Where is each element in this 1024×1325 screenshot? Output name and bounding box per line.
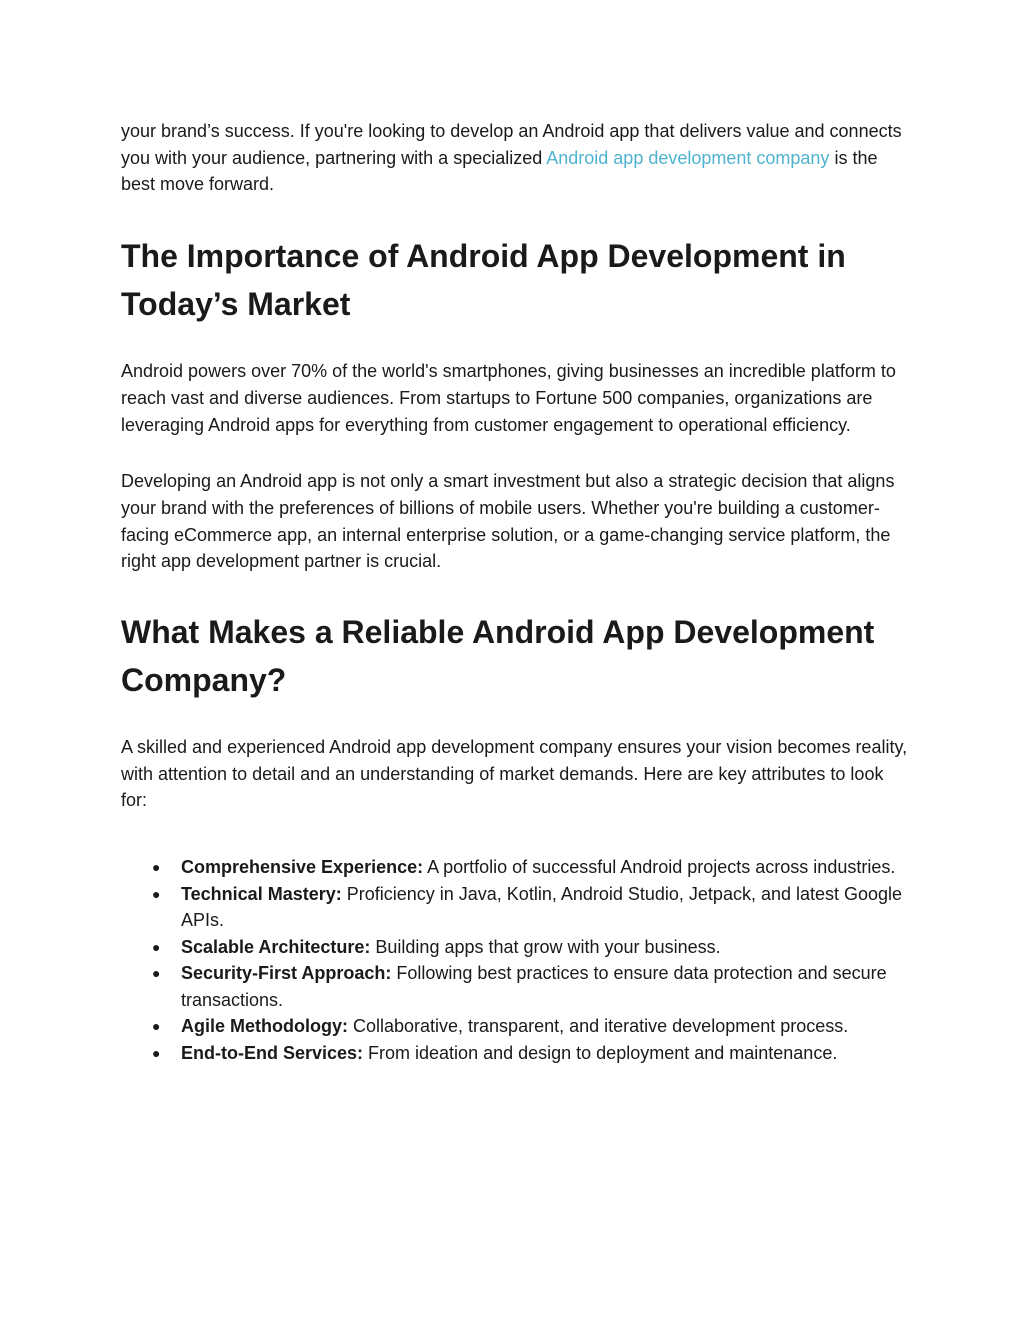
list-item-text: Following best practices to ensure data protection and secure transactions. bbox=[181, 963, 887, 1010]
list-item-text: Proficiency in Java, Kotlin, Android Studio, Jetpack, and latest Google APIs. bbox=[181, 883, 903, 931]
list-item bbox=[121, 1013, 911, 1040]
bullet-icon: ● bbox=[152, 1018, 161, 1035]
list-item bbox=[121, 960, 911, 1013]
key-attributes-list bbox=[121, 854, 911, 1066]
bullet-icon: ● bbox=[152, 859, 161, 876]
paragraph-android-powers: Android powers over 70% of the world's smartphones, giving businesses an incredible platform to reach vast and diverse audiences. From startups to Fortune 500 companies, organizations are leveraging Android apps for everything from customer engagement to operational efficiency. bbox=[121, 361, 896, 435]
paragraph-skilled-company: A skilled and experienced Android app development company ensures your vision becomes reality, with attention to detail and an understanding of market demands. Here are key attributes to look for: bbox=[121, 737, 908, 811]
list-item bbox=[121, 934, 911, 961]
list-item-title: Agile Methodology: bbox=[181, 1016, 348, 1037]
list-item-text: Building apps that grow with your business. bbox=[370, 936, 721, 957]
list-item bbox=[121, 854, 911, 881]
bullet-icon: ● bbox=[152, 938, 161, 955]
intro-text-before-link: your brand’s success. If you're looking to develop an Android app that delivers value and connects you with your audience, partnering with a specialized bbox=[121, 121, 902, 168]
section-heading-importance: The Importance of Android App Development in Today’s Market bbox=[121, 238, 846, 323]
list-item-text: Collaborative, transparent, and iterative development process. bbox=[347, 1016, 849, 1037]
section-heading-reliable-company: What Makes a Reliable Android App Development Company? bbox=[121, 614, 875, 699]
intro-paragraph bbox=[121, 118, 911, 198]
bullet-icon: ● bbox=[152, 885, 161, 902]
bullet-icon: ● bbox=[152, 965, 161, 982]
list-item bbox=[121, 881, 911, 934]
list-item-text: A portfolio of successful Android projects across industries. bbox=[423, 857, 896, 878]
list-item bbox=[121, 1040, 911, 1067]
list-item-title: Security-First Approach: bbox=[181, 963, 392, 984]
list-item-title: End-to-End Services: bbox=[181, 1042, 364, 1063]
list-item-title: Technical Mastery: bbox=[181, 883, 342, 904]
intro-text-after-link: is the best move forward. bbox=[121, 147, 878, 195]
list-item-text: From ideation and design to deployment and maintenance. bbox=[363, 1042, 838, 1063]
bullet-icon: ● bbox=[152, 1044, 161, 1061]
paragraph-developing-android-app: Developing an Android app is not only a smart investment but also a strategic decision that aligns your brand with the preferences of billions of mobile users. Whether you're building a customer-facing eCommerce app, an internal enterprise solution, or a game-changing service platform, the right app development partner is crucial. bbox=[121, 471, 895, 572]
android-app-development-company-link[interactable]: Android app development company bbox=[546, 147, 830, 168]
document-page bbox=[121, 118, 911, 1066]
list-item-title: Scalable Architecture: bbox=[181, 936, 371, 957]
list-item-title: Comprehensive Experience: bbox=[181, 857, 424, 878]
